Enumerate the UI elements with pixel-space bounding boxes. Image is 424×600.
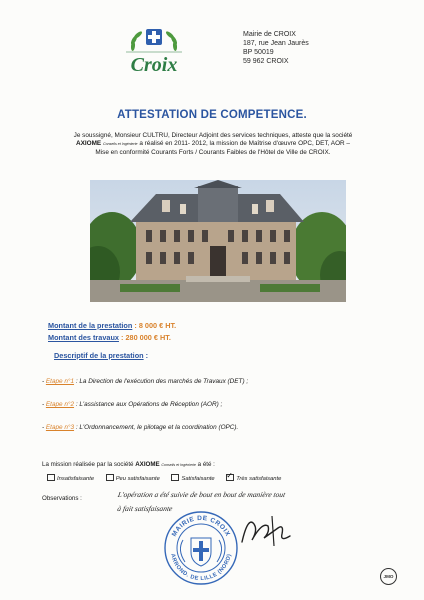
checkbox-icon[interactable] xyxy=(106,474,114,481)
mission-prefix: La mission réalisée par la société xyxy=(42,461,134,468)
rating-label: Peu satisfaisante xyxy=(115,476,160,482)
prestation-amount-label: Montant de la prestation xyxy=(48,321,133,330)
mairie-stamp xyxy=(163,510,239,586)
rating-options xyxy=(47,474,291,482)
works-amount-value: 280 000 € HT. xyxy=(125,333,171,342)
handwritten-line-1: L'opération a été suivie de bout en bout de manière tout xyxy=(117,490,287,499)
jmo-mark: JMO xyxy=(380,568,397,585)
croix-logo xyxy=(96,25,212,77)
company-name: AXIOME xyxy=(75,140,102,148)
document-title: ATTESTATION DE COMPETENCE. xyxy=(117,109,307,121)
stamp-top-text: MAIRIE DE CROIX xyxy=(170,514,232,538)
mission-company: AXIOME xyxy=(135,461,160,468)
step-label: Etape n°3 xyxy=(45,424,75,431)
prestation-amount-value: 8 000 € HT. xyxy=(138,321,177,330)
stamp-bottom-text: ARROND. DE LILLE (NORD) xyxy=(169,553,233,583)
rating-tres-satisfaisante[interactable] xyxy=(226,474,281,482)
works-amount-label: Montant des travaux xyxy=(48,333,119,342)
mission-suffix: a été : xyxy=(197,461,215,468)
step-item: - Etape n°2 : L'assistance aux Opérations de Réception (AOR) ; xyxy=(42,401,223,408)
intro-part1: Je soussigné, Monsieur CULTRU, Directeur Adjoint des services techniques, atteste que la société xyxy=(73,132,353,139)
mission-statement xyxy=(42,461,215,468)
rating-label: Très satisfaisante xyxy=(236,476,282,482)
step-item: - Etape n°1 : La Direction de l'exécution des marchés de Travaux (DET) ; xyxy=(42,378,249,385)
address-line: 59 962 CROIX xyxy=(243,58,289,65)
rating-insatisfaisante[interactable] xyxy=(47,474,94,482)
intro-part2: a réalisé en 2011- 2012, la mission de Maîtrise d'œuvre OPC, DET, AOR – xyxy=(139,140,350,148)
intro-part3: Mise en conformité Courants Forts / Courants Faibles de l'Hôtel de Ville de CROIX. xyxy=(95,148,331,156)
description-heading: Descriptif de la prestation : xyxy=(54,351,149,360)
works-amount-row: Montant des travaux : 280 000 € HT. xyxy=(48,333,171,342)
description-title: Descriptif de la prestation xyxy=(54,351,144,360)
mairie-address xyxy=(243,30,309,66)
rating-label: Insatisfaisante xyxy=(57,476,95,482)
company-subtitle: Conseils et Ingénierie xyxy=(102,142,138,147)
checkbox-icon[interactable] xyxy=(47,474,55,481)
amounts-block xyxy=(48,320,176,344)
step-text: La Direction de l'exécution des marchés de Travaux (DET) ; xyxy=(79,378,249,385)
logo-text: Croix xyxy=(130,54,178,76)
handwritten-line-2: à fait satisfaisante xyxy=(116,504,174,513)
town-hall-photo xyxy=(90,180,346,302)
rating-peu-satisfaisante[interactable] xyxy=(106,474,160,482)
checkbox-icon[interactable] xyxy=(171,474,179,481)
mission-company-subtitle: Conseils et Ingénierie xyxy=(161,463,196,467)
step-text: L'assistance aux Opérations de Réception (AOR) ; xyxy=(79,401,223,408)
rating-satisfaisante[interactable] xyxy=(171,474,214,482)
step-item: - Etape n°3 : L'Ordonnancement, le pilotage et la coordination (OPC). xyxy=(42,424,239,431)
observations-label: Observations : xyxy=(42,495,82,502)
address-line: 187, rue Jean Jaurès xyxy=(243,40,309,47)
step-text: L'Ordonnancement, le pilotage et la coordination (OPC). xyxy=(79,424,239,431)
prestation-amount-row: Montant de la prestation : 8 000 € HT. xyxy=(48,321,177,330)
step-label: Etape n°1 xyxy=(45,378,75,385)
checked-checkbox-icon[interactable] xyxy=(226,474,234,481)
intro-paragraph xyxy=(48,132,378,157)
rating-label: Satisfaisante xyxy=(181,476,215,482)
address-line: BP 50019 xyxy=(243,49,274,56)
signature xyxy=(238,512,298,550)
step-label: Etape n°2 xyxy=(45,401,75,408)
address-line: Mairie de CROIX xyxy=(243,31,296,38)
